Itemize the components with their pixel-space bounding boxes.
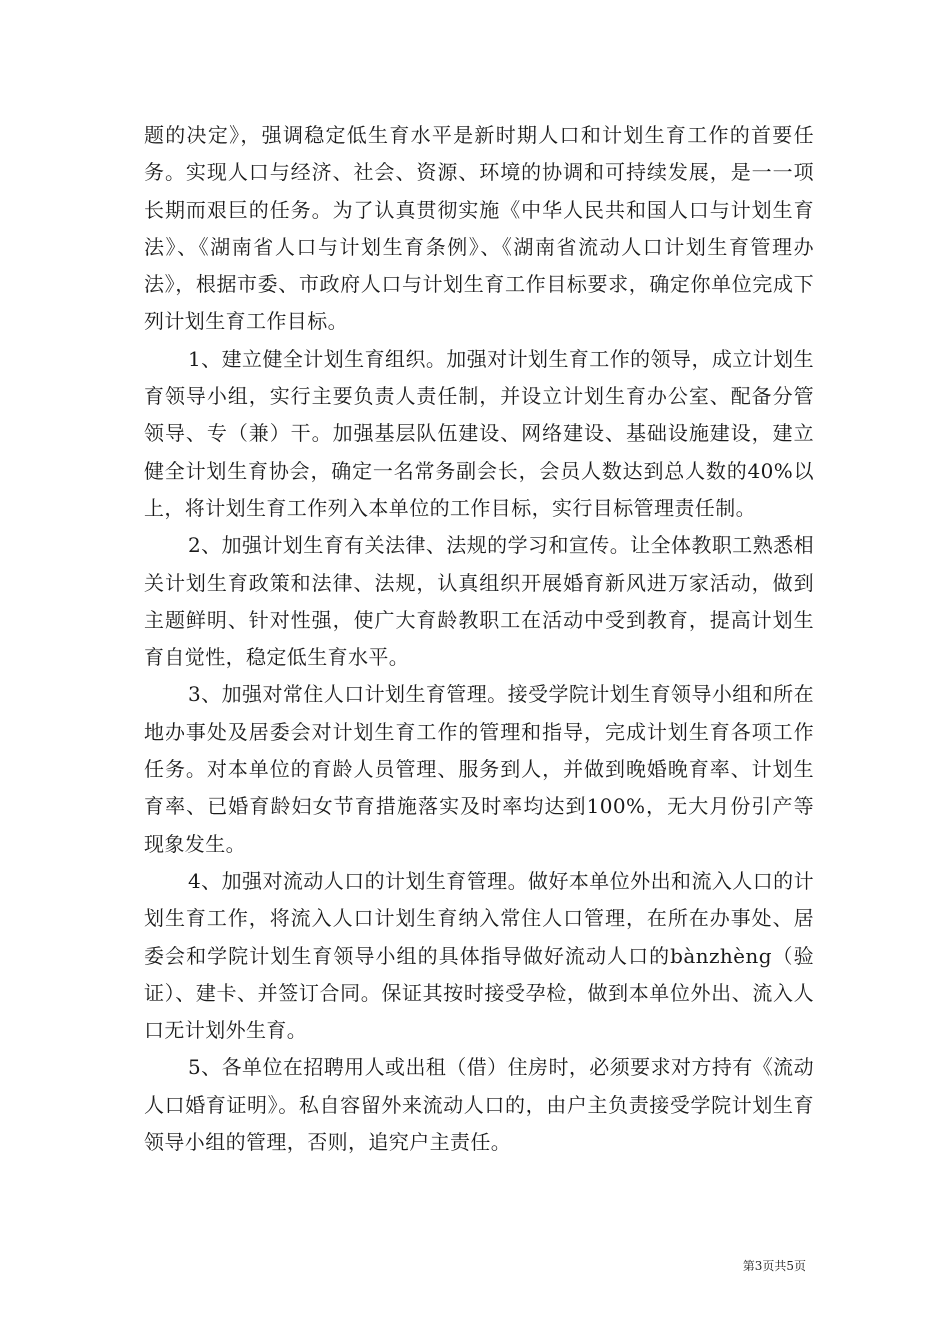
paragraph-item-5: 5、各单位在招聘用人或出租（借）住房时，必须要求对方持有《流动人口婚育证明》。私自容留外来流动人口的，由户主负责接受学院计划生育领导小组的管理，否则，追究户主责任。	[144, 1055, 814, 1155]
paragraph-item-4: 4、加强对流动人口的计划生育管理。做好本单位外出和流入人口的计划生育工作，将流入人口计划生育纳入常住人口管理，在所在办事处、居委会和学院计划生育领导小组的具体指导做好流动人口的bànzhèng（验证）、建卡、并签订合同。保证其按时接受孕检，做到本单位外出、流入人口无计划外生育。	[144, 868, 814, 1043]
paragraph-item-3: 3、加强对常住人口计划生育管理。接受学院计划生育领导小组和所在地办事处及居委会对计划生育工作的管理和指导，完成计划生育各项工作任务。对本单位的育龄人员管理、服务到人，并做到晚婚晚育率、计划生育率、已婚育龄妇女节育措施落实及时率均达到100%，无大月份引产等现象发生。	[144, 682, 814, 856]
paragraph-intro-continued: 题的决定》，强调稳定低生育水平是新时期人口和计划生育工作的首要任务。实现人口与经济、社会、资源、环境的协调和可持续发展，是一一项长期而艰巨的任务。为了认真贯彻实施《中华人民共和国人口与计划生育法》、《湖南省人口与计划生育条例》、《湖南省流动人口计划生育管理办法》，根据市委、市政府人口与计划生育工作目标要求，确定你单位完成下列计划生育工作目标。	[144, 123, 814, 334]
document-body	[144, 117, 814, 1161]
page-number-label: 第3页共5页	[742, 1259, 806, 1273]
paragraph-item-2: 2、加强计划生育有关法律、法规的学习和宣传。让全体教职工熟悉相关计划生育政策和法律、法规，认真组织开展婚育新风进万家活动，做到主题鲜明、针对性强，使广大育龄教职工在活动中受到教育，提高计划生育自觉性，稳定低生育水平。	[144, 533, 814, 670]
page-footer	[743, 1258, 806, 1274]
paragraph-item-1: 1、建立健全计划生育组织。加强对计划生育工作的领导，成立计划生育领导小组，实行主要负责人责任制，并设立计划生育办公室、配备分管领导、专（兼）干。加强基层队伍建设、网络建设、基础设施建设，建立健全计划生育协会，确定一名常务副会长，会员人数达到总人数的40%以上，将计划生育工作列入本单位的工作目标，实行目标管理责任制。	[144, 346, 814, 520]
